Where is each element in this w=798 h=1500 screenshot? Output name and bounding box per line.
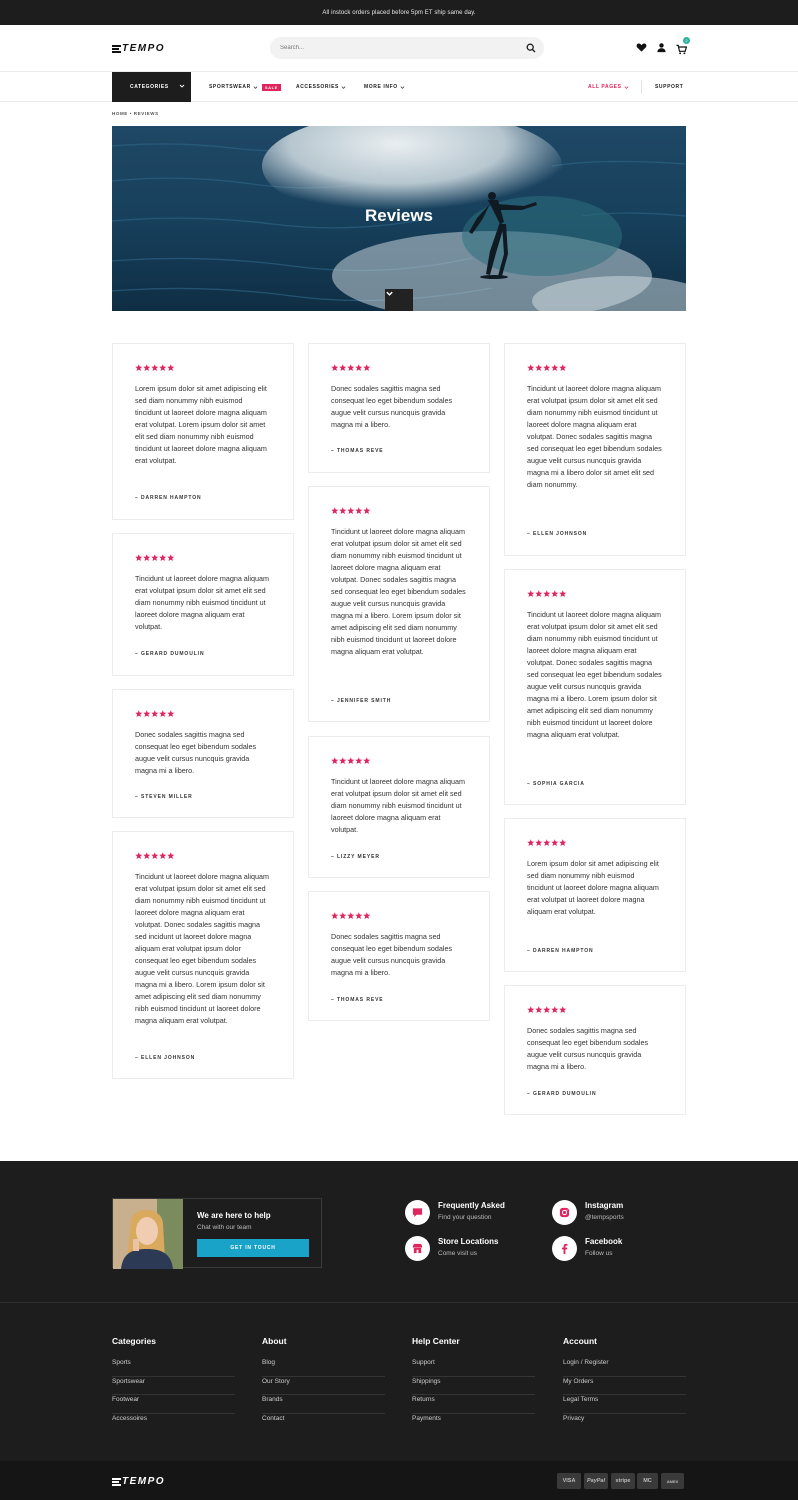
footer-column-about <box>262 1336 385 1432</box>
footer-column-title: Help Center <box>412 1336 460 1346</box>
review-text: Tincidunt ut laoreet dolore magna aliquam erat volutpat ipsum dolor sit amet elit sed diam nonummy nibh euismod tincidunt ut laoreet dolore magna aliquam erat volutpat. Donec sodales sagittis magna sed incidunt ut laoreet dolore magna aliquam erat volutpat ipsum dolor consequat leo eget bibendum sodales augue velit cursus nuncquis gravida magna mi a libero. Lorem ipsum dolor sit amet adipiscing elit sed diam nonummy nibh euismod tincidunt ut laoreet dolore magna aliquam erat volutpat. <box>135 872 269 1025</box>
star-icon <box>535 1006 543 1014</box>
categories-button[interactable] <box>112 72 191 102</box>
review-text: Tincidunt ut laoreet dolore magna aliquam erat volutpat ipsum dolor sit amet elit sed diam nonummy nibh euismod tincidunt ut laoreet dolore magna aliquam erat volutpat. Donec sodales sagittis magna sed consequat leo eget bibendum sodales augue velit cursus nuncquis gravida magna mi a libero. Lorem ipsum dolor sit amet adipiscing elit sed diam nonummy nibh euismod tincidunt ut laoreet dolore magna aliquam erat volutpat. <box>331 527 466 656</box>
star-icon <box>355 364 363 372</box>
logo[interactable] <box>112 43 165 54</box>
review-card <box>112 533 294 676</box>
star-icon <box>363 912 371 920</box>
search-bar <box>270 37 544 59</box>
review-author: – THOMAS REVE <box>331 448 384 454</box>
star-icon <box>331 912 339 920</box>
review-author: – ELLEN JOHNSON <box>135 1055 196 1061</box>
amex-icon: AMEX <box>661 1473 684 1489</box>
star-icon <box>339 912 347 920</box>
footer-link[interactable]: Sportswear <box>112 1377 235 1396</box>
scroll-down-button[interactable] <box>385 289 413 311</box>
star-rating <box>331 757 467 765</box>
star-icon <box>355 912 363 920</box>
star-icon <box>551 1006 559 1014</box>
cart-icon <box>676 44 687 55</box>
star-icon <box>167 364 175 372</box>
star-icon <box>535 839 543 847</box>
review-card <box>504 569 686 805</box>
review-text: Donec sodales sagittis magna sed consequat leo eget bibendum sodales augue velit cursus nuncquis gravida magna mi a libero. <box>527 1026 649 1071</box>
instagram-icon <box>552 1200 577 1225</box>
logo-text: TEMPO <box>122 43 166 54</box>
review-text: Tincidunt ut laoreet dolore magna aliquam erat volutpat ipsum dolor sit amet elit sed diam nonummy nibh euismod tincidunt ut laoreet dolore magna aliquam erat volutpat. Donec sodales sagittis magna sed consequat leo eget bibendum sodales augue velit cursus nuncquis gravida magna mi a libero dolor sit amet elit sed diam nonummy. <box>527 384 662 489</box>
star-icon <box>363 757 371 765</box>
review-card <box>308 736 490 878</box>
feature-title: Store Locations <box>438 1237 499 1246</box>
search-icon[interactable] <box>526 43 536 53</box>
star-rating <box>527 839 663 847</box>
chevron-down-icon <box>624 85 629 90</box>
store-icon <box>405 1236 430 1261</box>
footer-column-categories <box>112 1336 235 1432</box>
help-subtitle: Chat with our team <box>197 1224 252 1231</box>
review-card <box>308 891 490 1021</box>
review-author: – SOPHIA GARCIA <box>527 781 585 787</box>
footer-link[interactable]: Shippings <box>412 1377 535 1396</box>
star-rating <box>135 710 271 718</box>
footer-link[interactable]: Brands <box>262 1395 385 1414</box>
nav-item-support[interactable] <box>655 72 683 102</box>
nav-item-label: SUPPORT <box>655 84 684 90</box>
star-icon <box>551 364 559 372</box>
star-icon <box>167 554 175 562</box>
star-icon <box>363 364 371 372</box>
footer-link[interactable]: Accessoires <box>112 1414 148 1422</box>
nav-item-label: MORE INFO <box>364 84 398 90</box>
star-icon <box>347 364 355 372</box>
star-rating <box>527 590 663 598</box>
footer-link[interactable]: Returns <box>412 1395 535 1414</box>
footer-divider <box>0 1302 798 1303</box>
footer-link[interactable]: Our Story <box>262 1377 385 1396</box>
nav-item-all-pages[interactable] <box>588 72 629 102</box>
review-author: – JENNIFER SMITH <box>331 698 392 704</box>
star-icon <box>551 839 559 847</box>
star-icon <box>151 852 159 860</box>
sale-badge: SALE <box>262 84 281 91</box>
announcement-bar <box>0 0 798 25</box>
star-icon <box>543 590 551 598</box>
star-icon <box>135 852 143 860</box>
star-icon <box>559 1006 567 1014</box>
footer-link[interactable]: Support <box>412 1358 535 1377</box>
star-icon <box>527 839 535 847</box>
footer-column-title: Account <box>563 1336 597 1346</box>
star-icon <box>543 364 551 372</box>
star-icon <box>151 710 159 718</box>
review-card <box>308 486 490 722</box>
star-icon <box>535 364 543 372</box>
star-icon <box>167 710 175 718</box>
star-icon <box>543 1006 551 1014</box>
star-rating <box>527 364 663 372</box>
star-rating <box>331 364 467 372</box>
footer-column-title: About <box>262 1336 287 1346</box>
star-rating <box>331 507 467 515</box>
help-box <box>112 1198 322 1268</box>
review-card <box>112 689 294 818</box>
star-icon <box>347 507 355 515</box>
facebook-icon <box>552 1236 577 1261</box>
star-icon <box>135 554 143 562</box>
mastercard-icon: MC <box>637 1473 658 1489</box>
nav-item-accessories[interactable] <box>296 72 346 102</box>
star-icon <box>159 554 167 562</box>
nav-divider <box>641 80 642 94</box>
star-icon <box>559 364 567 372</box>
footer-link[interactable]: Login / Register <box>563 1358 686 1377</box>
stripe-icon: stripe <box>611 1473 635 1489</box>
star-icon <box>159 364 167 372</box>
review-author: – DARREN HAMPTON <box>527 948 594 954</box>
star-icon <box>167 852 175 860</box>
star-rating <box>135 364 271 372</box>
star-icon <box>527 590 535 598</box>
footer-link[interactable]: Blog <box>262 1358 385 1377</box>
feature-title: Frequently Asked <box>438 1201 505 1210</box>
get-in-touch-button[interactable]: GET IN TOUCH <box>197 1239 309 1257</box>
cart-button[interactable] <box>676 38 688 53</box>
star-icon <box>543 839 551 847</box>
footer-link[interactable]: Contact <box>262 1414 285 1422</box>
breadcrumb-text[interactable]: HOME • REVIEWS <box>112 111 159 116</box>
star-icon <box>347 912 355 920</box>
footer-link[interactable]: Payments <box>412 1414 441 1422</box>
search-input[interactable] <box>280 37 510 59</box>
review-author: – STEVEN MILLER <box>135 794 193 800</box>
review-text: Tincidunt ut laoreet dolore magna aliquam erat volutpat ipsum dolor sit amet elit sed diam nonummy nibh euismod tincidunt ut laoreet dolore magna aliquam erat volutpat. <box>331 777 465 834</box>
footer-column-help-center <box>412 1336 535 1432</box>
review-card <box>504 343 686 556</box>
breadcrumb <box>112 111 159 116</box>
chevron-down-icon <box>385 289 394 298</box>
review-text: Tincidunt ut laoreet dolore magna aliquam erat volutpat ipsum dolor sit amet elit sed diam nonummy nibh euismod tincidunt ut laoreet dolore magna aliquam erat volutpat. Donec sodales sagittis magna sed consequat leo eget bibendum sodales augue velit cursus nuncquis gravida magna mi a libero. Lorem ipsum dolor sit amet adipiscing elit sed diam nonummy nibh euismod tincidunt ut laoreet dolore magna aliquam erat volutpat. <box>527 610 662 739</box>
support-agent-photo <box>113 1199 183 1269</box>
star-icon <box>551 590 559 598</box>
star-rating <box>135 852 271 860</box>
star-icon <box>143 710 151 718</box>
review-author: – GERARD DUMOULIN <box>527 1091 597 1097</box>
chevron-down-icon <box>341 85 346 90</box>
star-icon <box>559 839 567 847</box>
header-icons <box>636 38 688 53</box>
help-title: We are here to help <box>197 1211 271 1220</box>
user-icon[interactable] <box>656 42 667 53</box>
footer-bottom-bar <box>0 1461 798 1500</box>
nav-item-label: ALL PAGES <box>588 84 622 90</box>
chevron-down-icon <box>179 83 185 89</box>
star-icon <box>339 757 347 765</box>
feature-subtitle: @tempsports <box>585 1214 624 1221</box>
star-rating <box>527 1006 663 1014</box>
footer-link[interactable]: Footwear <box>112 1395 235 1414</box>
star-icon <box>151 554 159 562</box>
footer-link[interactable]: My Orders <box>563 1377 686 1396</box>
nav-item-sportswear[interactable] <box>209 72 281 102</box>
nav-item-label: SPORTSWEAR <box>209 84 251 90</box>
nav-item-more-info[interactable] <box>364 72 405 102</box>
star-icon <box>339 364 347 372</box>
review-text: Tincidunt ut laoreet dolore magna aliquam erat volutpat ipsum dolor sit amet elit sed diam nonummy nibh euismod tincidunt ut laoreet dolore magna aliquam erat volutpat. <box>135 574 269 631</box>
review-card <box>112 343 294 520</box>
heart-icon[interactable] <box>636 42 647 53</box>
review-card <box>112 831 294 1079</box>
logo-text: TEMPO <box>122 1476 166 1487</box>
review-text: Donec sodales sagittis magna sed consequat leo eget bibendum sodales augue velit cursus nuncquis gravida magna mi a libero. <box>135 730 257 775</box>
star-icon <box>135 710 143 718</box>
review-author: – GERARD DUMOULIN <box>135 651 205 657</box>
review-text: Donec sodales sagittis magna sed consequat leo eget bibendum sodales augue velit cursus nuncquis gravida magna mi a libero. <box>331 932 453 977</box>
star-rating <box>135 554 271 562</box>
star-icon <box>143 364 151 372</box>
categories-label: CATEGORIES <box>130 84 169 90</box>
star-icon <box>143 852 151 860</box>
feature-subtitle: Follow us <box>585 1250 613 1257</box>
chevron-down-icon <box>253 85 258 90</box>
star-icon <box>331 364 339 372</box>
star-icon <box>355 507 363 515</box>
review-author: – ELLEN JOHNSON <box>527 531 588 537</box>
star-icon <box>355 757 363 765</box>
review-card <box>504 818 686 972</box>
review-card <box>504 985 686 1115</box>
visa-icon: VISA <box>557 1473 581 1489</box>
star-rating <box>331 912 467 920</box>
star-icon <box>535 590 543 598</box>
footer-column-title: Categories <box>112 1336 156 1346</box>
star-icon <box>159 710 167 718</box>
hero-title: Reviews <box>364 206 434 225</box>
logo-mark-icon <box>112 1478 121 1485</box>
hero-banner <box>112 126 686 311</box>
feature-subtitle: Come visit us <box>438 1250 478 1257</box>
review-text: Lorem ipsum dolor sit amet adipiscing elit sed diam nonummy nibh euismod tincidunt ut laoreet dolore magna aliquam erat volutpat. Lorem ipsum dolor sit amet elit sed diam nonummy nibh euismod tincidunt ut laoreet dolore magna aliquam erat volutpat. <box>135 384 267 465</box>
star-icon <box>331 757 339 765</box>
site-footer <box>0 1161 798 1500</box>
star-icon <box>331 507 339 515</box>
main-nav <box>0 72 798 102</box>
review-text: Lorem ipsum dolor sit amet adipiscing elit sed diam nonummy nibh euismod tincidunt ut laoreet dolore magna aliquam erat volutpat ut laoreet dolore magna aliquam erat volutpat. <box>527 859 659 916</box>
footer-link[interactable]: Privacy <box>563 1414 585 1422</box>
star-icon <box>527 364 535 372</box>
review-author: – THOMAS REVE <box>331 997 384 1003</box>
announcement-text: All instock orders placed before 5pm ET ship same day. <box>322 9 476 16</box>
star-icon <box>143 554 151 562</box>
nav-item-label: ACCESSORIES <box>296 84 339 90</box>
paypal-icon: PayPal <box>584 1473 608 1489</box>
chat-icon <box>405 1200 430 1225</box>
footer-link[interactable]: Legal Terms <box>563 1395 686 1414</box>
star-icon <box>159 852 167 860</box>
star-icon <box>363 507 371 515</box>
footer-logo[interactable] <box>112 1476 165 1487</box>
footer-column-account <box>563 1336 686 1432</box>
star-icon <box>151 364 159 372</box>
site-header <box>0 25 798 72</box>
review-text: Donec sodales sagittis magna sed consequat leo eget bibendum sodales augue velit cursus nuncquis gravida magna mi a libero. <box>331 384 453 429</box>
feature-title: Instagram <box>585 1201 624 1210</box>
cart-count-badge: 2 <box>683 37 690 44</box>
review-card <box>308 343 490 473</box>
review-author: – LIZZY MEYER <box>331 854 380 860</box>
feature-title: Facebook <box>585 1237 623 1246</box>
star-icon <box>347 757 355 765</box>
logo-mark-icon <box>112 45 121 52</box>
footer-link[interactable]: Sports <box>112 1358 235 1377</box>
chevron-down-icon <box>400 85 405 90</box>
star-icon <box>559 590 567 598</box>
star-icon <box>339 507 347 515</box>
star-icon <box>135 364 143 372</box>
feature-subtitle: Find your question <box>438 1214 492 1221</box>
star-icon <box>527 1006 535 1014</box>
review-author: – DARREN HAMPTON <box>135 495 202 501</box>
